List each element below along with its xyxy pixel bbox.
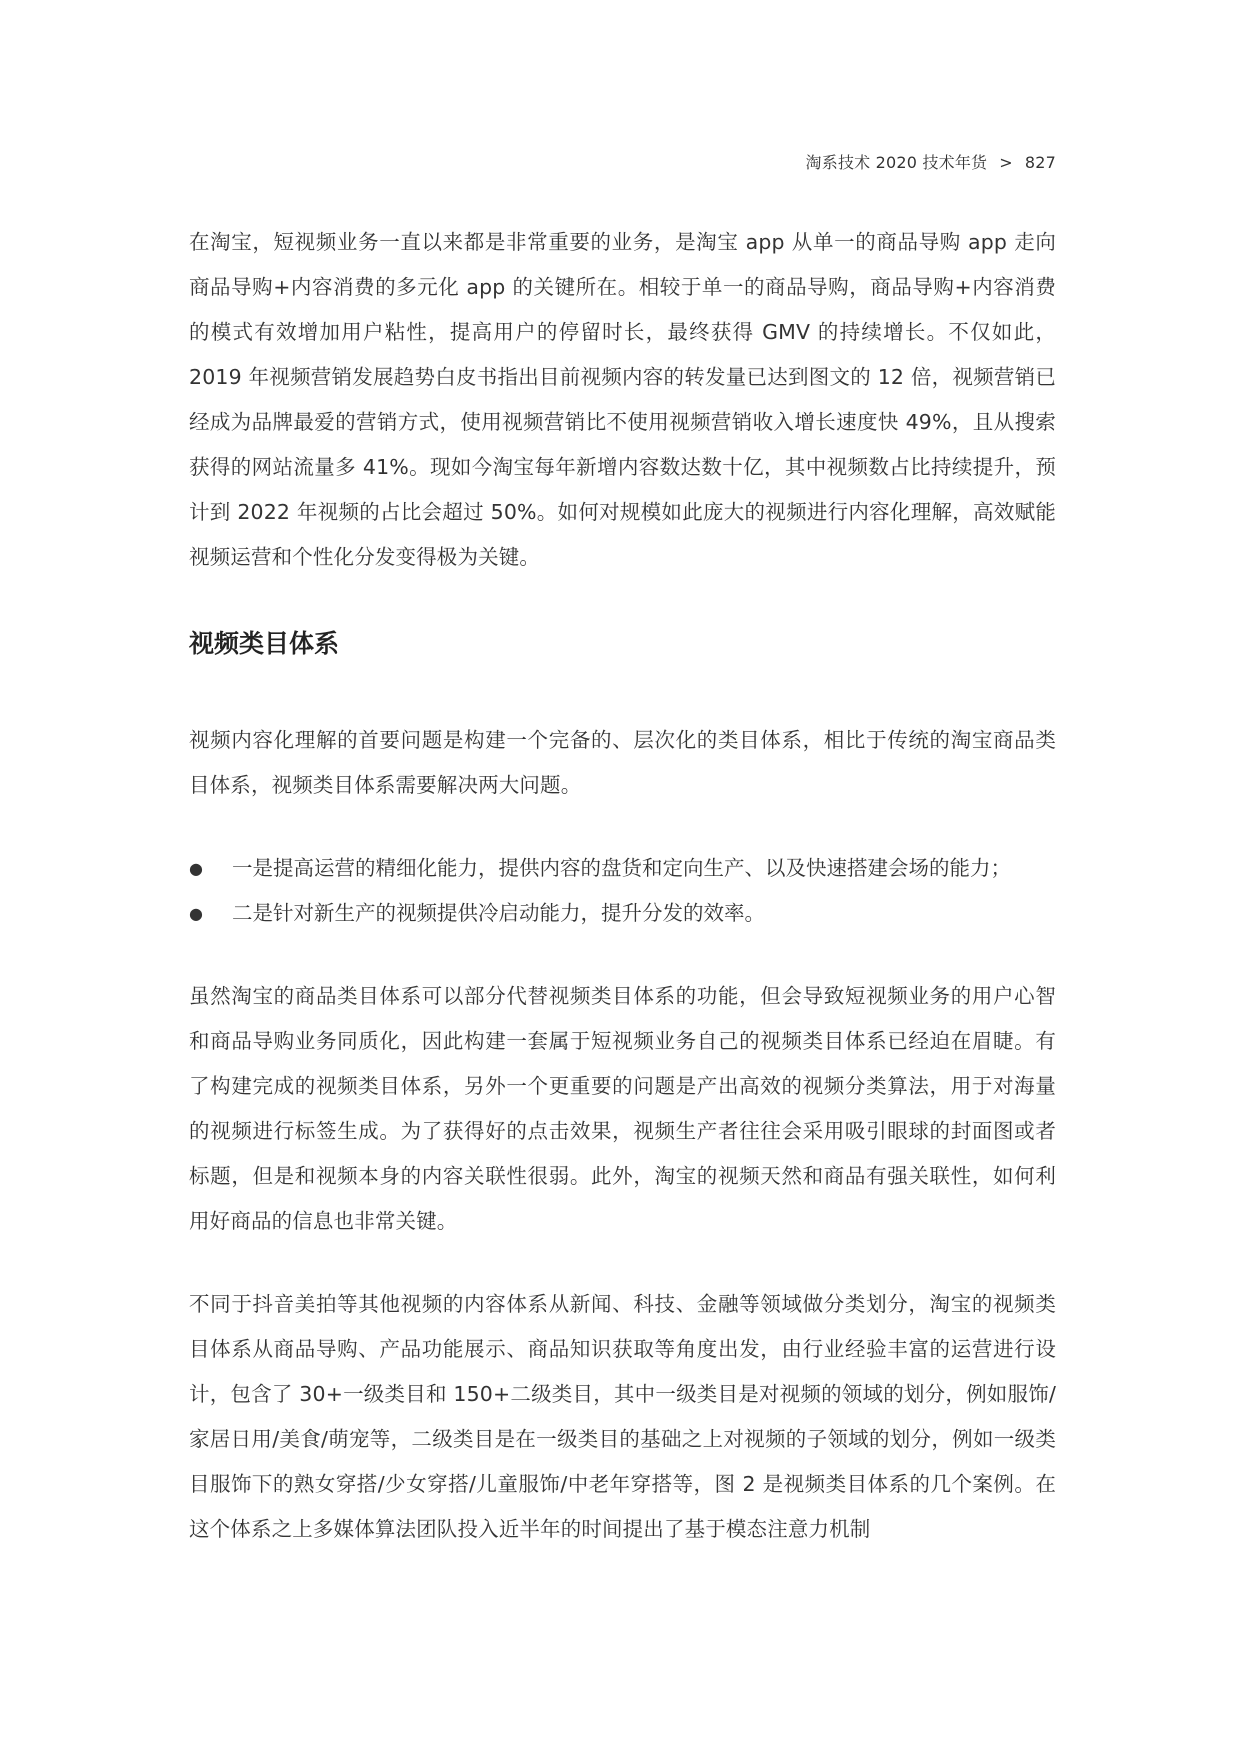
page-header xyxy=(806,150,1056,173)
bullet-icon: ● xyxy=(189,904,203,923)
bullet-list xyxy=(189,846,1056,936)
page-body xyxy=(189,220,1056,1552)
bullet-icon: ● xyxy=(189,859,203,878)
paragraph-taxonomy: 不同于抖音美拍等其他视频的内容体系从新闻、科技、金融等领域做分类划分，淘宝的视频类目体系从商品导购、产品功能展示、商品知识获取等角度出发，由行业经验丰富的运营进行设计，包含了 30+一级类目和 150+二级类目，其中一级类目是对视频的领域的划分，例如服饰/家居日用/美食/萌宠等，二级类目是在一级类目的基础之上对视频的子领域的划分，例如一级类目服饰下的熟女穿搭/少女穿搭/儿童服饰/中老年穿搭等，图 2 是视频类目体系的几个案例。在这个体系之上多媒体算法团队投入近半年的时间提出了基于模态注意力机制 xyxy=(189,1292,1056,1541)
paragraph-motivation: 虽然淘宝的商品类目体系可以部分代替视频类目体系的功能，但会导致短视频业务的用户心智和商品导购业务同质化，因此构建一套属于短视频业务自己的视频类目体系已经迫在眉睫。有了构建完成的视频类目体系，另外一个更重要的问题是产出高效的视频分类算法，用于对海量的视频进行标签生成。为了获得好的点击效果，视频生产者往往会采用吸引眼球的封面图或者标题，但是和视频本身的内容关联性很弱。此外，淘宝的视频天然和商品有强关联性，如何利用好商品的信息也非常关键。 xyxy=(189,984,1056,1233)
paragraph-intro: 在淘宝，短视频业务一直以来都是非常重要的业务，是淘宝 app 从单一的商品导购 app 走向商品导购+内容消费的多元化 app 的关键所在。相较于单一的商品导购，商品导购+内容消费的模式有效增加用户粘性，提高用户的停留时长，最终获得 GMV 的持续增长。不仅如此，2019 年视频营销发展趋势白皮书指出目前视频内容的转发量已达到图文的 12 倍，视频营销已经成为品牌最爱的营销方式，使用视频营销比不使用视频营销收入增长速度快 49%，且从搜索获得的网站流量多 41%。现如今淘宝每年新增内容数达数十亿，其中视频数占比持续提升，预计到 2022 年视频的占比会超过 50%。如何对规模如此庞大的视频进行内容化理解，高效赋能视频运营和个性化分发变得极为关键。 xyxy=(189,230,1056,569)
running-title: 淘系技术 2020 技术年货 xyxy=(805,153,988,172)
section-title: 视频类目体系 xyxy=(189,629,340,658)
list-item xyxy=(189,846,1056,891)
paragraph-problem: 视频内容化理解的首要问题是构建一个完备的、层次化的类目体系，相比于传统的淘宝商品类目体系，视频类目体系需要解决两大问题。 xyxy=(189,728,1056,797)
page-number: 827 xyxy=(1024,153,1056,172)
header-separator: > xyxy=(999,153,1013,172)
bullet-text: 二是针对新生产的视频提供冷启动能力，提升分发的效率。 xyxy=(232,901,765,925)
bullet-text: 一是提高运营的精细化能力，提供内容的盘货和定向生产、以及快速搭建会场的能力； xyxy=(232,856,1011,880)
list-item xyxy=(189,891,1056,936)
